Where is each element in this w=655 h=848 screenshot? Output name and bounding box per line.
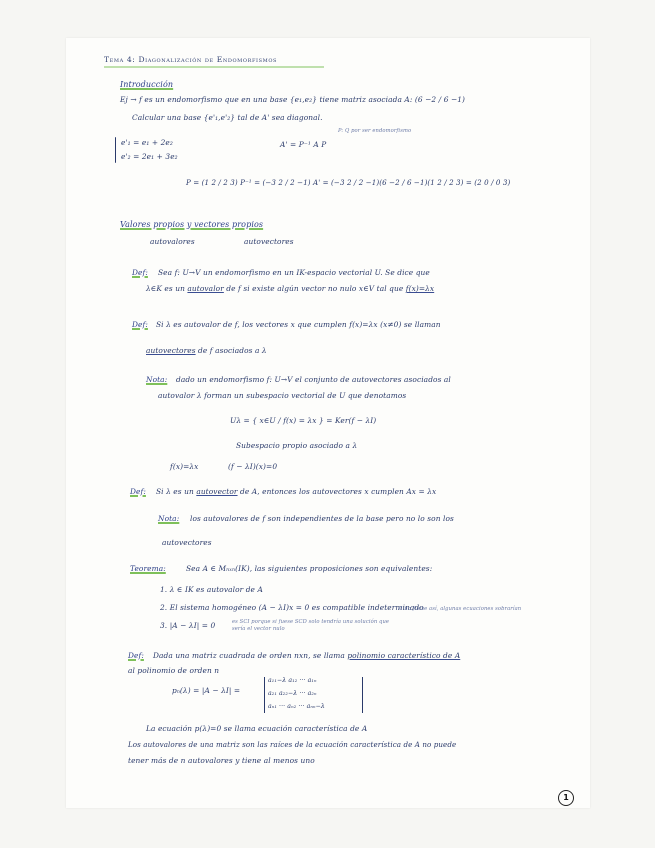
system-eq1: e'₁ = e₁ + 2e₂ — [121, 138, 173, 147]
det-row2: a₂₁ a₂₂−λ ··· a₂ₙ — [268, 690, 317, 697]
teorema-item2: 2. El sistema homogéneo (A − λI)x = 0 es compatible indeterminado — [160, 603, 424, 612]
determinant-right-bar — [362, 677, 363, 713]
determinant-left-bar — [264, 677, 265, 713]
def3-term: autovector — [196, 487, 238, 496]
intro-example-line1: Ej → f es un endomorfismo que en una base {e₁,e₂} tiene matriz asociada A: (6 −2 / 6 −1) — [120, 95, 466, 104]
def3-line-a: Si λ es un — [156, 487, 194, 496]
det-row3: aₙ₁ ··· aₙ₂ ··· aₙₙ−λ — [268, 703, 325, 710]
system-brace — [115, 137, 116, 163]
def4-label: Def: — [128, 651, 144, 660]
def2-line2-b: de f asociados a λ — [198, 346, 267, 355]
page-number: 1 — [558, 790, 574, 806]
nota2-line1: los autovalores de f son independientes de la base pero no lo son los — [190, 514, 454, 523]
def4-line2: al polinomio de orden n — [128, 666, 220, 675]
def3-line — [156, 487, 436, 496]
intro-heading: Introducción — [120, 80, 174, 89]
def1-label: Def: — [132, 268, 148, 277]
nota1-subspace: Subespacio propio asociado a λ — [236, 441, 358, 450]
def1-line2 — [146, 284, 434, 293]
nota1-eq-right: (f − λI)(x)=0 — [228, 462, 278, 471]
def3-label: Def: — [130, 487, 146, 496]
teorema-label: Teorema: — [130, 564, 166, 573]
nota1-formula: Uλ = { x∈U / f(x) = λx } = Ker(f − λI) — [230, 416, 377, 425]
def1-term: autovalor — [187, 284, 224, 293]
matrix-computation: P = (1 2 / 2 3) P⁻¹ = (−3 2 / 2 −1) A' = (−3 2 / 2 −1)(6 −2 / 6 −1)(1 2 / 2 3) = (2 0 / 0 3) — [186, 178, 511, 187]
def1-line1: Sea f: U→V un endomorfismo en un IK-espacio vectorial U. Se dice que — [158, 268, 430, 277]
values-heading — [120, 220, 263, 229]
intro-note: P: Q por ser endomorfismo — [338, 128, 412, 134]
closing-line3: tener más de n autovalores y tiene al menos uno — [128, 756, 315, 765]
values-heading-text: Valores propios y vectores propios — [120, 220, 264, 229]
intro-example-line2: Calcular una base {e'₁,e'₂} tal de A' sea diagonal. — [132, 113, 323, 122]
def3-line-b: de A, entonces los autovectores x cumplen Ax = λx — [240, 487, 437, 496]
nota1-line2: autovalor λ forman un subespacio vectorial de U que denotamos — [158, 391, 407, 400]
def2-term: autovectores — [146, 346, 196, 355]
system-eq2: e'₂ = 2e₁ + 3e₂ — [121, 152, 178, 161]
teorema-intro: Sea A ∈ Mₙₓₙ(IK), las siguientes proposiciones son equivalentes: — [186, 564, 433, 573]
closing-line1: La ecuación p(λ)=0 se llama ecuación característica de A — [146, 724, 368, 733]
values-sub-autovalores: autovalores — [150, 237, 195, 246]
def4-line1-a: Dada una matriz cuadrada de orden nxn, se llama — [153, 651, 345, 660]
def1-line2-b: de f si existe algún vector no nulo x∈V tal que — [226, 284, 404, 293]
def2-label: Def: — [132, 320, 148, 329]
teorema-item3-note: es SCI porque si fuese SCD solo tendría una solución que sería el vector nulo — [232, 619, 390, 632]
nota2-label: Nota: — [158, 514, 180, 523]
nota1-line1: dado un endomorfismo f: U→V el conjunto de autovectores asociados al — [176, 375, 451, 384]
teorema-item3: 3. |A − λI| = 0 — [160, 621, 216, 630]
def4-line1 — [153, 651, 460, 660]
def1-formula: f(x)=λx — [405, 284, 435, 293]
def2-line2 — [146, 346, 267, 355]
det-row1: a₁₁−λ a₁₂ ··· a₁ₙ — [268, 677, 317, 684]
def4-poly: pₙ(λ) = |A − λI| = — [172, 686, 241, 695]
nota1-eq-left: f(x)=λx — [170, 462, 199, 471]
def4-term: polinomio característico de A — [347, 651, 461, 660]
title-underline — [104, 66, 324, 68]
nota2-line2: autovectores — [162, 538, 212, 547]
def1-line2-a: λ∈K es un — [146, 284, 185, 293]
def2-line1: Si λ es autovalor de f, los vectores x que cumplen f(x)=λx (x≠0) se llaman — [156, 320, 441, 329]
teorema-item2-note: si no fuese así, algunas ecuaciones sobrarían — [398, 606, 522, 612]
teorema-item1: 1. λ ∈ IK es autovalor de A — [160, 585, 263, 594]
nota1-label: Nota: — [146, 375, 168, 384]
values-sub-autovectores: autovectores — [244, 237, 294, 246]
page-title: Tema 4: Diagonalización de Endomorfismos — [104, 55, 278, 64]
similarity-formula: A' = P⁻¹ A P — [280, 140, 327, 149]
closing-line2: Los autovalores de una matriz son las raíces de la ecuación característica de A no puede — [128, 740, 457, 749]
